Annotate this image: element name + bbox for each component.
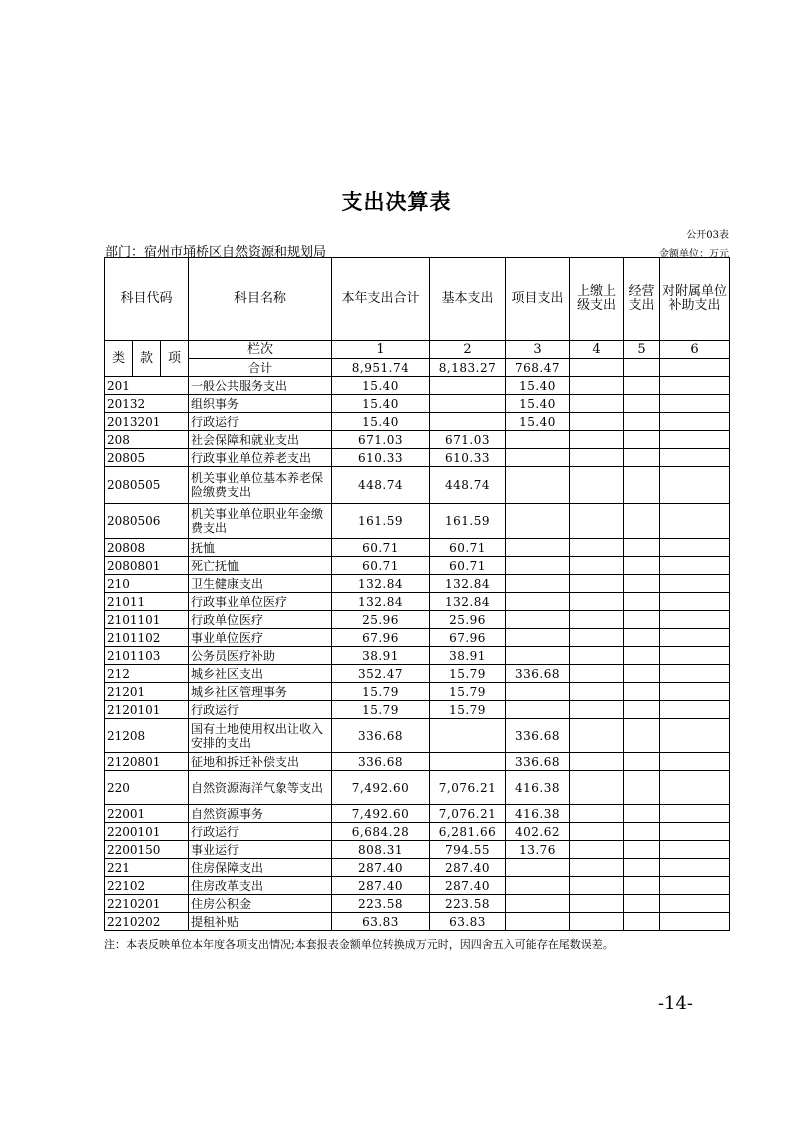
row-name: 社会保障和就业支出 xyxy=(189,431,332,449)
row-total: 161.59 xyxy=(332,504,430,539)
row-business xyxy=(624,913,660,931)
row-basic xyxy=(430,413,506,431)
table-row xyxy=(105,467,730,504)
row-project xyxy=(506,913,570,931)
table-row xyxy=(105,413,730,431)
row-code: 2210201 xyxy=(105,895,189,913)
row-code: 22001 xyxy=(105,805,189,823)
row-subsidy xyxy=(660,377,730,395)
row-business xyxy=(624,611,660,629)
row-subsidy xyxy=(660,859,730,877)
row-name: 自然资源海洋气象等支出 xyxy=(189,771,332,805)
row-code: 2101103 xyxy=(105,647,189,665)
row-subsidy xyxy=(660,913,730,931)
row-upper xyxy=(570,913,624,931)
row-total: 287.40 xyxy=(332,859,430,877)
table-row xyxy=(105,575,730,593)
row-name: 抚恤 xyxy=(189,539,332,557)
table-row xyxy=(105,665,730,683)
row-code: 22102 xyxy=(105,877,189,895)
row-total: 60.71 xyxy=(332,539,430,557)
row-total: 132.84 xyxy=(332,575,430,593)
header-code: 科目代码 xyxy=(105,258,189,341)
row-project xyxy=(506,629,570,647)
form-code: 公开03表 xyxy=(686,230,729,241)
row-basic: 7,076.21 xyxy=(430,771,506,805)
row-project xyxy=(506,895,570,913)
row-total: 63.83 xyxy=(332,913,430,931)
table-row xyxy=(105,841,730,859)
column-index-row xyxy=(105,341,730,359)
row-subsidy xyxy=(660,805,730,823)
row-basic: 7,076.21 xyxy=(430,805,506,823)
total-business xyxy=(624,359,660,377)
table-note: 注：本表反映单位本年度各项支出情况;本套报表金额单位转换成万元时，因四舍五入可能存在尾数误差。 xyxy=(104,938,614,951)
table-row xyxy=(105,449,730,467)
row-code: 2101101 xyxy=(105,611,189,629)
row-name: 征地和拆迁补偿支出 xyxy=(189,753,332,771)
table-row xyxy=(105,395,730,413)
header-upper: 上缴上级支出 xyxy=(570,258,624,341)
row-code: 2080506 xyxy=(105,504,189,539)
row-name: 城乡社区支出 xyxy=(189,665,332,683)
row-subsidy xyxy=(660,629,730,647)
row-subsidy xyxy=(660,593,730,611)
row-project xyxy=(506,449,570,467)
header-project: 项目支出 xyxy=(506,258,570,341)
row-total: 7,492.60 xyxy=(332,771,430,805)
row-subsidy xyxy=(660,413,730,431)
row-business xyxy=(624,647,660,665)
row-code: 2101102 xyxy=(105,629,189,647)
row-project: 416.38 xyxy=(506,771,570,805)
row-subsidy xyxy=(660,719,730,753)
row-business xyxy=(624,683,660,701)
total-project: 768.47 xyxy=(506,359,570,377)
row-project: 336.68 xyxy=(506,719,570,753)
col-index-5: 5 xyxy=(624,341,660,359)
row-total: 336.68 xyxy=(332,753,430,771)
total-label: 合计 xyxy=(189,359,332,377)
row-subsidy xyxy=(660,611,730,629)
row-subsidy xyxy=(660,823,730,841)
row-project xyxy=(506,431,570,449)
row-total: 287.40 xyxy=(332,877,430,895)
row-name: 住房公积金 xyxy=(189,895,332,913)
row-business xyxy=(624,841,660,859)
row-name: 住房改革支出 xyxy=(189,877,332,895)
table-row xyxy=(105,504,730,539)
row-business xyxy=(624,467,660,504)
row-name: 行政运行 xyxy=(189,701,332,719)
row-upper xyxy=(570,823,624,841)
row-subsidy xyxy=(660,665,730,683)
header-kuan: 款 xyxy=(133,341,161,377)
row-name: 卫生健康支出 xyxy=(189,575,332,593)
row-basic: 132.84 xyxy=(430,593,506,611)
header-business: 经营支出 xyxy=(624,258,660,341)
row-subsidy xyxy=(660,431,730,449)
row-project xyxy=(506,593,570,611)
row-business xyxy=(624,701,660,719)
row-code: 221 xyxy=(105,859,189,877)
row-upper xyxy=(570,771,624,805)
row-subsidy xyxy=(660,575,730,593)
row-project xyxy=(506,701,570,719)
row-total: 7,492.60 xyxy=(332,805,430,823)
row-project xyxy=(506,611,570,629)
row-name: 提租补贴 xyxy=(189,913,332,931)
row-basic: 132.84 xyxy=(430,575,506,593)
row-upper xyxy=(570,377,624,395)
row-code: 2210202 xyxy=(105,913,189,931)
table-row xyxy=(105,895,730,913)
row-basic: 794.55 xyxy=(430,841,506,859)
row-code: 208 xyxy=(105,431,189,449)
row-basic: 60.71 xyxy=(430,557,506,575)
header-basic: 基本支出 xyxy=(430,258,506,341)
table-row xyxy=(105,823,730,841)
row-code: 20805 xyxy=(105,449,189,467)
row-basic: 161.59 xyxy=(430,504,506,539)
row-code: 20132 xyxy=(105,395,189,413)
row-code: 212 xyxy=(105,665,189,683)
row-basic xyxy=(430,753,506,771)
row-business xyxy=(624,771,660,805)
row-project: 15.40 xyxy=(506,395,570,413)
row-name: 城乡社区管理事务 xyxy=(189,683,332,701)
row-business xyxy=(624,557,660,575)
row-basic: 38.91 xyxy=(430,647,506,665)
row-project: 416.38 xyxy=(506,805,570,823)
row-project: 13.76 xyxy=(506,841,570,859)
row-total: 610.33 xyxy=(332,449,430,467)
row-business xyxy=(624,895,660,913)
row-upper xyxy=(570,431,624,449)
table-row xyxy=(105,431,730,449)
header-xiang: 项 xyxy=(161,341,189,377)
row-basic: 448.74 xyxy=(430,467,506,504)
row-total: 15.40 xyxy=(332,395,430,413)
row-project xyxy=(506,575,570,593)
row-code: 21201 xyxy=(105,683,189,701)
row-name: 事业单位医疗 xyxy=(189,629,332,647)
row-project xyxy=(506,539,570,557)
row-total: 15.79 xyxy=(332,701,430,719)
row-business xyxy=(624,377,660,395)
row-subsidy xyxy=(660,647,730,665)
row-basic: 15.79 xyxy=(430,683,506,701)
row-project: 336.68 xyxy=(506,753,570,771)
row-project: 15.40 xyxy=(506,377,570,395)
table-row xyxy=(105,753,730,771)
row-business xyxy=(624,395,660,413)
row-business xyxy=(624,805,660,823)
row-name: 死亡抚恤 xyxy=(189,557,332,575)
row-name: 行政事业单位养老支出 xyxy=(189,449,332,467)
row-project: 402.62 xyxy=(506,823,570,841)
row-upper xyxy=(570,557,624,575)
row-basic: 60.71 xyxy=(430,539,506,557)
row-business xyxy=(624,629,660,647)
page-title: 支出决算表 xyxy=(341,190,452,214)
row-upper xyxy=(570,701,624,719)
row-code: 201 xyxy=(105,377,189,395)
row-basic xyxy=(430,395,506,413)
page-number: -14- xyxy=(657,993,693,1014)
row-subsidy xyxy=(660,683,730,701)
row-business xyxy=(624,859,660,877)
row-subsidy xyxy=(660,449,730,467)
col-index-4: 4 xyxy=(570,341,624,359)
row-code: 2080505 xyxy=(105,467,189,504)
row-business xyxy=(624,449,660,467)
row-subsidy xyxy=(660,395,730,413)
expenditure-table xyxy=(104,257,730,931)
row-project xyxy=(506,647,570,665)
row-upper xyxy=(570,395,624,413)
row-total: 15.40 xyxy=(332,377,430,395)
row-code: 2080801 xyxy=(105,557,189,575)
row-upper xyxy=(570,895,624,913)
row-basic: 15.79 xyxy=(430,665,506,683)
row-subsidy xyxy=(660,504,730,539)
row-total: 808.31 xyxy=(332,841,430,859)
row-basic: 25.96 xyxy=(430,611,506,629)
col-index-1: 1 xyxy=(332,341,430,359)
table-row xyxy=(105,683,730,701)
row-name: 行政运行 xyxy=(189,823,332,841)
row-code: 21208 xyxy=(105,719,189,753)
table-row xyxy=(105,805,730,823)
row-upper xyxy=(570,413,624,431)
row-project xyxy=(506,504,570,539)
row-subsidy xyxy=(660,539,730,557)
row-basic: 287.40 xyxy=(430,877,506,895)
table-row xyxy=(105,629,730,647)
row-subsidy xyxy=(660,467,730,504)
row-subsidy xyxy=(660,877,730,895)
row-business xyxy=(624,593,660,611)
row-name: 住房保障支出 xyxy=(189,859,332,877)
row-business xyxy=(624,877,660,895)
row-code: 20808 xyxy=(105,539,189,557)
row-business xyxy=(624,575,660,593)
row-subsidy xyxy=(660,753,730,771)
row-basic: 15.79 xyxy=(430,701,506,719)
row-basic: 287.40 xyxy=(430,859,506,877)
row-total: 67.96 xyxy=(332,629,430,647)
table-row xyxy=(105,719,730,753)
total-upper xyxy=(570,359,624,377)
department-label: 部门：宿州市埇桥区自然资源和规划局 xyxy=(105,245,327,260)
table-row xyxy=(105,701,730,719)
row-upper xyxy=(570,611,624,629)
row-project xyxy=(506,683,570,701)
row-code: 2120801 xyxy=(105,753,189,771)
table-row xyxy=(105,377,730,395)
row-business xyxy=(624,719,660,753)
total-row xyxy=(105,359,730,377)
row-total: 352.47 xyxy=(332,665,430,683)
total-sum: 8,951.74 xyxy=(332,359,430,377)
row-name: 行政事业单位医疗 xyxy=(189,593,332,611)
table-row xyxy=(105,539,730,557)
row-name: 自然资源事务 xyxy=(189,805,332,823)
col-index-3: 3 xyxy=(506,341,570,359)
row-upper xyxy=(570,719,624,753)
row-upper xyxy=(570,593,624,611)
row-code: 210 xyxy=(105,575,189,593)
row-upper xyxy=(570,629,624,647)
row-business xyxy=(624,504,660,539)
row-total: 38.91 xyxy=(332,647,430,665)
row-subsidy xyxy=(660,701,730,719)
amount-unit-label: 金额单位：万元 xyxy=(659,249,729,260)
total-basic: 8,183.27 xyxy=(430,359,506,377)
header-name: 科目名称 xyxy=(189,258,332,341)
row-total: 60.71 xyxy=(332,557,430,575)
row-code: 21011 xyxy=(105,593,189,611)
row-basic: 67.96 xyxy=(430,629,506,647)
row-upper xyxy=(570,841,624,859)
row-business xyxy=(624,753,660,771)
row-project: 15.40 xyxy=(506,413,570,431)
row-project xyxy=(506,877,570,895)
row-name: 行政单位医疗 xyxy=(189,611,332,629)
row-total: 15.79 xyxy=(332,683,430,701)
row-upper xyxy=(570,805,624,823)
row-total: 15.40 xyxy=(332,413,430,431)
table-row xyxy=(105,593,730,611)
header-lanci: 栏次 xyxy=(189,341,332,359)
row-basic xyxy=(430,719,506,753)
table-row xyxy=(105,611,730,629)
row-name: 机关事业单位职业年金缴费支出 xyxy=(189,504,332,539)
row-name: 公务员医疗补助 xyxy=(189,647,332,665)
table-row xyxy=(105,877,730,895)
row-code: 2200101 xyxy=(105,823,189,841)
row-basic: 610.33 xyxy=(430,449,506,467)
row-upper xyxy=(570,683,624,701)
col-index-6: 6 xyxy=(660,341,730,359)
row-project xyxy=(506,467,570,504)
row-total: 448.74 xyxy=(332,467,430,504)
table-row xyxy=(105,647,730,665)
row-project: 336.68 xyxy=(506,665,570,683)
row-business xyxy=(624,413,660,431)
row-basic xyxy=(430,377,506,395)
row-name: 行政运行 xyxy=(189,413,332,431)
row-name: 事业运行 xyxy=(189,841,332,859)
row-basic: 223.58 xyxy=(430,895,506,913)
row-total: 671.03 xyxy=(332,431,430,449)
row-name: 国有土地使用权出让收入安排的支出 xyxy=(189,719,332,753)
row-code: 2120101 xyxy=(105,701,189,719)
table-row xyxy=(105,913,730,931)
row-business xyxy=(624,539,660,557)
col-index-2: 2 xyxy=(430,341,506,359)
row-upper xyxy=(570,753,624,771)
row-upper xyxy=(570,449,624,467)
row-project xyxy=(506,557,570,575)
table-row xyxy=(105,771,730,805)
row-upper xyxy=(570,539,624,557)
row-upper xyxy=(570,859,624,877)
row-subsidy xyxy=(660,895,730,913)
row-subsidy xyxy=(660,771,730,805)
row-upper xyxy=(570,647,624,665)
table-row xyxy=(105,557,730,575)
row-business xyxy=(624,665,660,683)
header-lei: 类 xyxy=(105,341,133,377)
row-basic: 6,281.66 xyxy=(430,823,506,841)
header-subsidy: 对附属单位补助支出 xyxy=(660,258,730,341)
row-subsidy xyxy=(660,841,730,859)
row-total: 223.58 xyxy=(332,895,430,913)
total-subsidy xyxy=(660,359,730,377)
row-business xyxy=(624,431,660,449)
row-basic: 63.83 xyxy=(430,913,506,931)
row-business xyxy=(624,823,660,841)
row-upper xyxy=(570,877,624,895)
row-basic: 671.03 xyxy=(430,431,506,449)
row-total: 336.68 xyxy=(332,719,430,753)
row-name: 一般公共服务支出 xyxy=(189,377,332,395)
row-code: 2013201 xyxy=(105,413,189,431)
table-row xyxy=(105,859,730,877)
row-subsidy xyxy=(660,557,730,575)
row-name: 机关事业单位基本养老保险缴费支出 xyxy=(189,467,332,504)
row-upper xyxy=(570,467,624,504)
header-row xyxy=(105,258,730,341)
row-name: 组织事务 xyxy=(189,395,332,413)
row-total: 132.84 xyxy=(332,593,430,611)
header-total: 本年支出合计 xyxy=(332,258,430,341)
row-upper xyxy=(570,575,624,593)
row-code: 2200150 xyxy=(105,841,189,859)
row-upper xyxy=(570,504,624,539)
row-upper xyxy=(570,665,624,683)
row-total: 6,684.28 xyxy=(332,823,430,841)
row-code: 220 xyxy=(105,771,189,805)
row-total: 25.96 xyxy=(332,611,430,629)
row-project xyxy=(506,859,570,877)
